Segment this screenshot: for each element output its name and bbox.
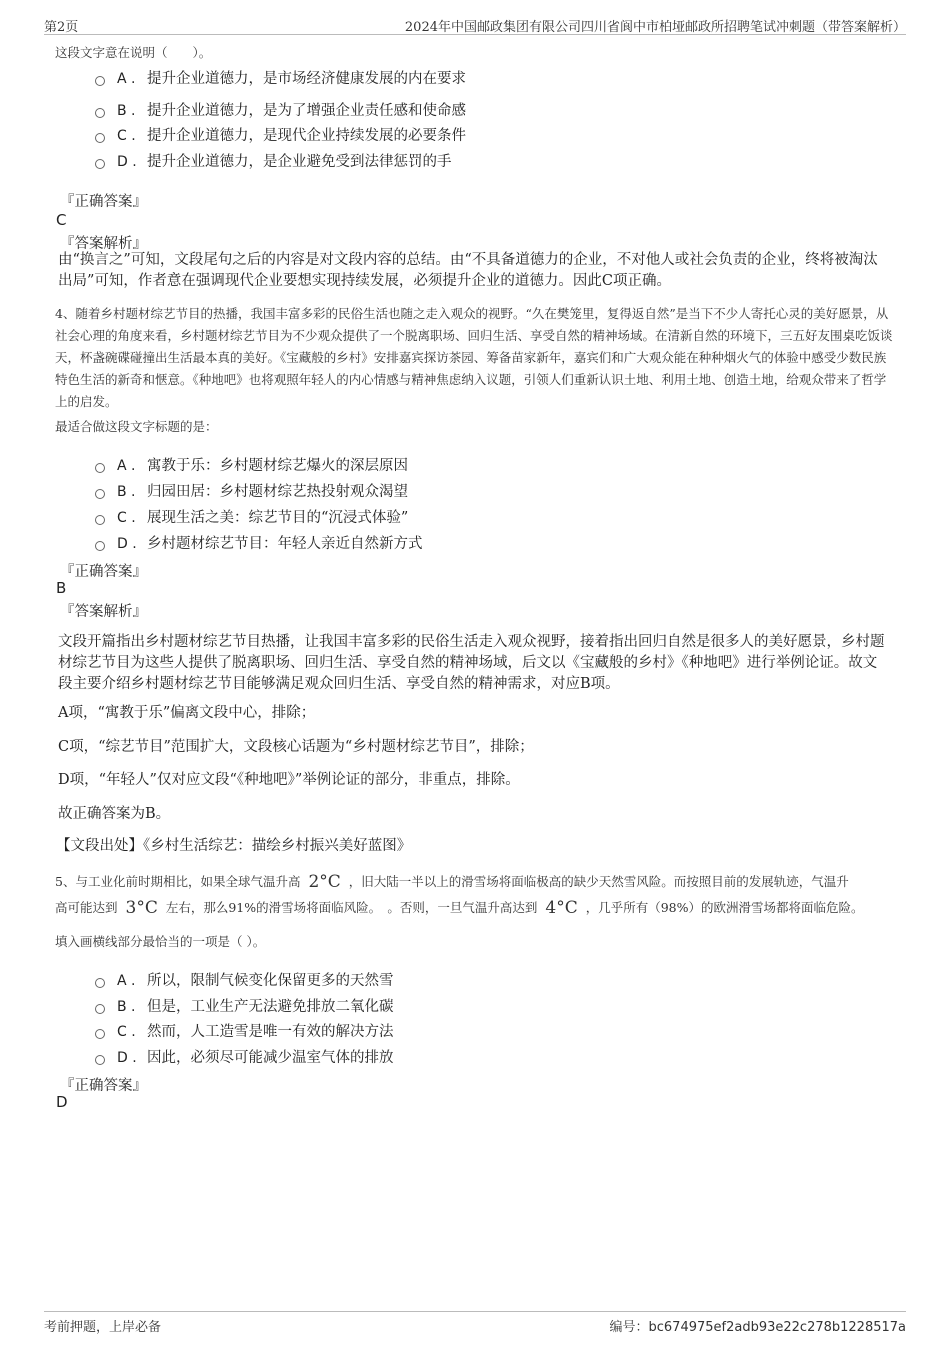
q4-analysis-d: D项，“年轻人”仅对应文段“《种地吧》”举例论证的部分，非重点，排除。 [58,772,520,788]
q3-option-c[interactable]: C . 提升企业道德力，是现代企业持续发展的必要条件 [95,124,466,145]
q4-analysis-label: 『答案解析』 [60,604,147,620]
page-footer [44,1311,906,1338]
q5-passage-line2: 高可能达到 3°C 左右，那么91%的滑雪场将面临风险。 。否则，一旦气温升高达到 4°C ，几乎所有（98%）的欧洲滑雪场都将面临危险。 [55,898,864,918]
q4-analysis-c: C项，“综艺节目”范围扩大，文段核心话题为“乡村题材综艺节目”，排除； [58,739,534,755]
q4-option-a[interactable]: A . 寓教于乐：乡村题材综艺爆火的深层原因 [95,454,408,475]
temperature-4c: 4°C [545,898,578,918]
q5-option-a[interactable]: A . 所以，限制气候变化保留更多的天然雪 [95,969,394,990]
q5-answer: D [56,1093,68,1111]
radio-icon[interactable] [95,133,105,143]
q4-answer: B [56,579,67,597]
page-number: 第2页 [44,20,79,35]
q4-analysis-main: 文段开篇指出乡村题材综艺节目热播，让我国丰富多彩的民俗生活走入观众视野，接着指出回归自然是很多人的美好愿景，乡村题材综艺节目为这些人提供了脱离职场、回归生活、享受自然的精神场域，后文以《宝藏般的乡村》《种地吧》进行举例论证。故文段主要介绍乡村题材综艺节目能够满足观众回归生活、享受自然的精神需求，对应B项。 [58,634,885,692]
radio-icon[interactable] [95,76,105,86]
q3-option-d[interactable]: D . 提升企业道德力，是企业避免受到法律惩罚的手 [95,150,452,171]
q4-option-d[interactable]: D . 乡村题材综艺节目：年轻人亲近自然新方式 [95,532,423,553]
q5-prompt: 填入画横线部分最恰当的一项是（ ）。 [55,934,266,949]
q3-analysis: 由“换言之”可知，文段尾句之后的内容是对文段内容的总结。由“不具备道德力的企业，不对他人或社会负责的企业，终将被淘汰出局”可知，作者意在强调现代企业要想实现持续发展，必须提升企业的道德力。因此C项正确。 [58,252,878,289]
q3-analysis-label: 『答案解析』 [60,236,147,252]
temperature-2c: 2°C [308,872,341,892]
radio-icon[interactable] [95,1029,105,1039]
q3-answer: C [56,211,67,229]
radio-icon[interactable] [95,108,105,118]
q3-option-a[interactable]: A . 提升企业道德力，是市场经济健康发展的内在要求 [95,67,466,88]
radio-icon[interactable] [95,515,105,525]
q4-analysis-a: A项，“寓教于乐”偏离文段中心，排除； [58,705,316,721]
q5-option-b[interactable]: B . 但是，工业生产无法避免排放二氧化碳 [95,995,394,1016]
temperature-3c: 3°C [125,898,158,918]
q5-option-c[interactable]: C . 然而，人工造雪是唯一有效的解决方法 [95,1020,394,1041]
document-code: 编号：bc674975ef2adb93e22c278b1228517a [609,1320,906,1335]
q4-passage: 4、随着乡村题材综艺节目的热播，我国丰富多彩的民俗生活也随之走入观众的视野。“久在樊笼里，复得返自然”是当下不少人寄托心灵的美好愿景，从社会心理的角度来看，乡村题材综艺节目为不少观众提供了一个脱离职场、回归生活、享受自然的精神场域。在清新自然的环境下，三五好友围桌吃饭谈天，杯盏碗碟碰撞出生活最本真的美好。《宝藏般的乡村》安排嘉宾探访茶园、筹备苗家新年，嘉宾们和广大观众能在种种烟火气的体验中感受少数民族特色生活的新奇和惬意。《种地吧》也将观照年轻人的内心情感与精神焦虑纳入议题，引领人们重新认识土地、利用土地、创造土地，给观众带来了哲学上的启发。 [55,306,893,409]
page-header [44,14,906,35]
radio-icon[interactable] [95,463,105,473]
q3-answer-label: 『正确答案』 [60,194,147,210]
q5-answer-label: 『正确答案』 [60,1078,147,1094]
q5-option-d[interactable]: D . 因此，必须尽可能减少温室气体的排放 [95,1046,394,1067]
radio-icon[interactable] [95,159,105,169]
q5-passage-line1: 5、与工业化前时期相比，如果全球气温升高 2°C ，旧大陆一半以上的滑雪场将面临极高的缺少天然雪风险。而按照目前的发展轨迹，气温升 [55,872,849,892]
q4-prompt: 最适合做这段文字标题的是： [55,419,218,434]
document-title: 2024年中国邮政集团有限公司四川省阆中市柏垭邮政所招聘笔试冲刺题（带答案解析） [404,20,906,35]
q4-analysis-conclusion: 故正确答案为B。 [58,806,171,822]
radio-icon[interactable] [95,489,105,499]
radio-icon[interactable] [95,1004,105,1014]
radio-icon[interactable] [95,978,105,988]
footer-slogan: 考前押题，上岸必备 [44,1320,162,1335]
q4-answer-label: 『正确答案』 [60,564,147,580]
q4-option-c[interactable]: C . 展现生活之美：综艺节目的“沉浸式体验” [95,506,408,527]
q4-source: 【文段出处】《乡村生活综艺：描绘乡村振兴美好蓝图》 [56,838,412,854]
q3-option-b[interactable]: B . 提升企业道德力，是为了增强企业责任感和使命感 [95,99,466,120]
q3-prompt: 这段文字意在说明（ ）。 [55,45,212,60]
radio-icon[interactable] [95,541,105,551]
radio-icon[interactable] [95,1055,105,1065]
q4-option-b[interactable]: B . 归园田居：乡村题材综艺热投射观众渴望 [95,480,408,501]
